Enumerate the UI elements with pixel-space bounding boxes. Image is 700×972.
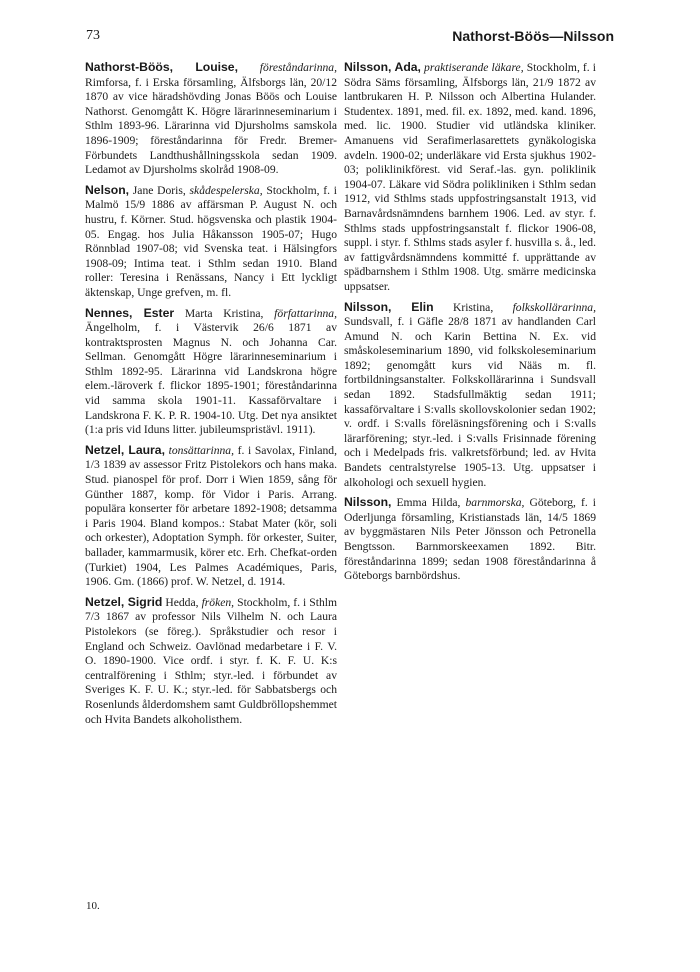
biography-entry (85, 60, 337, 178)
entry-text: Göteborg, f. i Oderljunga församling, Kristianstads län, 14/5 1869 av byggmästaren Nils Peter Jönsson och Petronella Bengtsson. Barnmorskeexamen 1892. Bitr. föreståndarinna 1899; sedan 1908 föreståndarinna å Göteborgs barnbördshus. (344, 496, 596, 583)
right-column (344, 60, 596, 589)
left-column (85, 60, 337, 732)
entry-given-names: Jane Doris, (132, 183, 186, 197)
entry-text: Sundsvall, f. i Gäfle 28/8 1871 av handlanden Carl Amund N. och Karin Bettina N. Ex. vid småskoleseminarium 1890, vid folkskoleseminarium 1892; genomgått kurs vid Nääs m. fl. fortbildningsanstalter. Folkskollärarinna i Sundsvall sedan 1892. Stadsfullmäktig sedan 1911; kassaförvaltare i S:valls skollovskolonier sedan 1902; v. ordf. i S:valls föreläsningsförening och i S:valls lärarförening; styr.-led. i S:valls Frisinnade förening och i Medelpads fris. valkretsförbund; led. av Hvita Bandets centralstyrelse 1905-13. Utg. uppsatser i alkohologi och sexuell hygien. (344, 315, 596, 489)
entry-given-names: Hedda, (165, 595, 199, 609)
entry-title: skådespelerska, (189, 183, 263, 197)
biography-entry (85, 183, 337, 301)
entry-title: barnmorska, (465, 496, 525, 510)
entry-title: folkskollärarinna, (512, 300, 596, 314)
entry-name: Nilsson, Ada, (344, 60, 421, 74)
entry-given-names: Emma Hilda, (396, 496, 461, 510)
entry-text: f. i Savolax, Finland, 1/3 1839 av assessor Fritz Pistolekors och hans maka. Stud. pianospel för prof. Dorr i Wien 1859, sång för Günther 1887, komp. för Vidor i Paris. Arrang. populära konserter för arbetare 1892-1908; detsamma i Paris 1904. Bland kompos.: Stabat Mater (kör, soli och orkester), Adoptation Symph. för orkester, Suiter, ballader, kammarmusik, körer etc. Erh. Chefkat-orden (Turkiet) 1904, Les Palmes Académiques, Paris, 1906. Gm. (1866) prof. W. Netzel, d. 1914. (85, 443, 338, 589)
signature-mark: 10. (86, 900, 100, 912)
page-number: 73 (86, 28, 100, 43)
entry-text: Stockholm, f. i Sthlm 7/3 1867 av professor Nils Vilhelm N. och Laura Pistolekors (se föreg.). Språkstudier och resor i England och Schweiz. Oavlönad medarbetare i F. V. O. 1890-1900. Vice ordf. i styr. f. K. F. U. K:s centralförening i Sthlm; styr.-led. i förbundet av Sveriges K. F. U. K.; styr.-led. för Sabbatsbergs och Rosenlunds ålderdomshem samt Guldbröllopshemmet och Hvita Bandets alkoholisthem. (85, 595, 338, 726)
biography-entry (344, 495, 596, 584)
entry-title: författarinna, (274, 306, 337, 320)
entry-name: Netzel, Laura, (85, 442, 165, 457)
entry-given-names: Marta Kristina, (184, 306, 264, 320)
biography-entry (344, 300, 596, 491)
entry-name: Nathorst-Böös, Louise, (85, 60, 238, 74)
entry-title: praktiserande läkare, (424, 61, 524, 74)
entry-name: Nelson, (85, 182, 130, 197)
entry-title: tonsättarinna, (168, 443, 234, 457)
entry-name: Nilsson, (344, 495, 392, 510)
entry-title: föreståndarinna, (259, 61, 337, 74)
entry-text: Ängelholm, f. i Västervik 26/6 1871 av kontraktsprosten Magnus N. och Johanna Car. Sellman. Genomgått Högre lärarinneseminarium i Sthlm 1892-95. Lärarinna vid Landskrona högre elem.-läroverk f. flickor 1895-1901; föreståndarinna vid samma skola 1901-11. Kassaförvaltare i Landskrona F. K. P. R. 1904-10. Utg. Det nya ansiktet (1:a pris vid Iduns litter. jubileumspristävl. 1911). (85, 321, 337, 437)
biography-entry (85, 306, 337, 438)
entry-text: Rimforsa, f. i Erska församling, Älfsborgs län, 20/12 1870 av vice häradshövding Jonas Böös och Louise Nathorst. Genomgått K. Högre lärarinneseminarium i Sthlm 1893-96. Lärarinna vid Djursholms samskola 1896-1909; föreståndarinna för Fredr. Bremer-Förbundets Landthushållningsskola sedan 1909. Ledamot av Djursholms skolråd 1908-09. (85, 75, 337, 177)
running-head: Nathorst-Böös—Nilsson (452, 28, 614, 44)
entry-given-names: Kristina, (452, 300, 494, 314)
entry-title: fröken, (201, 595, 235, 609)
entry-name: Nilsson, Elin (344, 299, 434, 314)
entry-text: Stockholm, f. i Södra Säms församling, Älfsborgs län, 21/9 1872 av lantbrukaren H. P. Nilsson och Albertina Hulander. Studentex. 1891, med. fil. ex. 1892, med. kand. 1896, med. lic. 1900. Studier vid utländska kliniker. Amanuens vid Serafimerlasarettets gynäkologiska avdeln. 1900-02; underläkare vid Ersta sjukhus 1902-03; poliklinikförest. vid Seraf.-las. gyn. poliklinik 1904-07. Läkare vid Södra polikliniken i Sthlm sedan 1912, vid Sthlms stads uppfostringsanstalt 1913, vid Barnavårdsnämndens barnhem 1906. Led. av styr. f. Sthlms stads uppfostringsanstalt f. flickor 1906-08, suppl. i styr. f. Sthlms stads asyler f. husvilla s. å., led. av fattigvårdsnämndens kommitté f. upprättande av spädbarnshem i Sthlm 1908. Utg. smärre medicinska uppsatser. (344, 61, 596, 293)
biography-entry (344, 60, 596, 295)
biography-entry (85, 595, 337, 727)
entry-name: Netzel, Sigrid (85, 594, 163, 609)
biography-entry (85, 443, 337, 590)
entry-name: Nennes, Ester (85, 305, 175, 320)
entry-text: Stockholm, f. i Malmö 15/9 1886 av affärsman P. August N. och hustru, f. Körner. Stud. högsvenska och plastik 1904-05. Engag. hos Julia Håkansson 1905-07; Hugo Rönnblad 1907-08; vid Svenska teat. i Hälsingfors 1908-09; Intima teat. i Sthlm sedan 1910. Bland roller: Teresina i Renässans, Nancy i Ett lyckligt äktenskap, Unge grefven, m. fl. (85, 183, 337, 299)
